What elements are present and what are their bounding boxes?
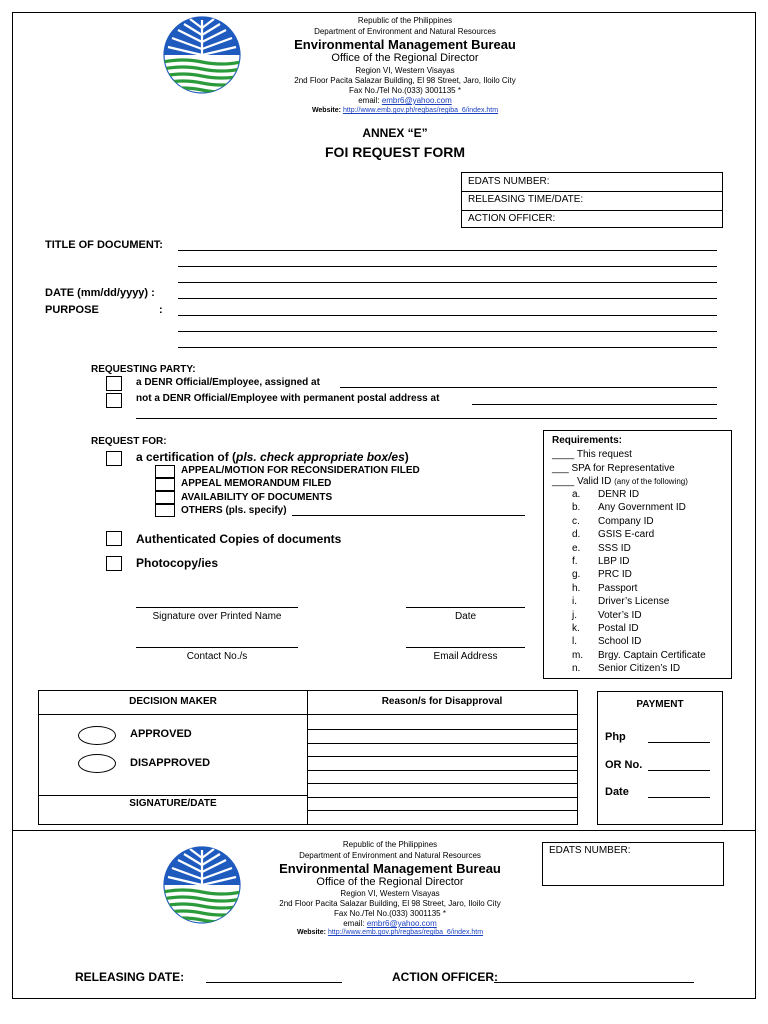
appeal-motion-checkbox[interactable] (155, 465, 175, 478)
contact-input-line[interactable] (136, 647, 298, 648)
valid-id-name: Company ID (598, 515, 654, 527)
authenticated-checkbox[interactable] (106, 531, 122, 546)
denr-employee-label: a DENR Official/Employee, assigned at (136, 377, 320, 388)
certification-label-pre: a certification of ( (136, 450, 237, 464)
valid-id-letter: f. (572, 556, 578, 567)
purpose-label: PURPOSE (45, 304, 99, 316)
annex-label: ANNEX “E” (362, 126, 428, 140)
purpose-colon: : (159, 304, 163, 316)
valid-id-name: SSS ID (598, 542, 631, 554)
valid-id-item (572, 636, 641, 647)
valid-id-item (572, 502, 686, 513)
valid-id-name: Passport (598, 582, 638, 594)
slip-header-department: Department of Environment and Natural Resources (299, 851, 481, 860)
req-this-request-text: This request (576, 449, 632, 460)
header-region: Region VI, Western Visayas (355, 66, 455, 75)
requirements-box (543, 430, 732, 679)
valid-id-letter: c. (572, 515, 580, 527)
slip-action-officer-label: ACTION OFFICER: (392, 970, 498, 984)
valid-id-item (572, 663, 680, 674)
header-office: Office of the Regional Director (331, 52, 479, 64)
slip-website-label: Website: (296, 929, 326, 936)
releasing-date-label: RELEASING DATE: (75, 970, 185, 984)
or-number-label: OR No. (605, 759, 643, 771)
slip-email-label: email: (343, 919, 365, 928)
requirements-heading: Requirements: (552, 435, 623, 446)
valid-id-letter: m. (572, 649, 584, 661)
slip-action-officer-input-line[interactable] (494, 982, 694, 983)
tracking-table (461, 172, 723, 228)
action-officer-label: ACTION OFFICER: (468, 213, 556, 224)
non-denr-checkbox[interactable] (106, 393, 122, 408)
req-this-request-blank: ____ (552, 449, 575, 460)
appeal-memorandum-checkbox[interactable] (155, 478, 175, 491)
photocopy-checkbox[interactable] (106, 556, 122, 571)
availability-label: AVAILABILITY OF DOCUMENTS (181, 492, 333, 503)
payment-box (597, 691, 723, 825)
header-address: 2nd Floor Pacita Salazar Building, El 98 Street, Jaro, Iloilo City (294, 76, 516, 85)
decision-maker-heading: DECISION MAKER (129, 696, 217, 707)
signature-label: Signature over Printed Name (152, 611, 282, 622)
title-input-line-2[interactable] (178, 266, 717, 267)
title-input-line-1[interactable] (178, 250, 717, 251)
header-bureau: Environmental Management Bureau (294, 37, 516, 52)
req-this-request (552, 449, 632, 460)
email-link[interactable]: embr6@yahoo.com (381, 96, 452, 105)
valid-id-item (572, 650, 706, 661)
valid-id-item (572, 556, 630, 567)
valid-id-item (572, 516, 654, 527)
valid-id-letter: g. (572, 569, 581, 581)
slip-divider (12, 830, 756, 831)
releasing-date-input-line[interactable] (206, 982, 342, 983)
others-checkbox[interactable] (155, 504, 175, 517)
title-label: TITLE OF DOCUMENT: (45, 239, 163, 251)
assigned-at-input-line[interactable] (340, 387, 717, 388)
email-address-label: Email Address (433, 651, 498, 662)
signature-date-label: SIGNATURE/DATE (129, 798, 217, 809)
photocopy-label: Photocopy/ies (136, 556, 219, 570)
php-label: Php (605, 731, 626, 743)
header-republic: Republic of the Philippines (357, 16, 453, 25)
valid-id-name: DENR ID (598, 489, 640, 500)
releasing-time-label: RELEASING TIME/DATE: (468, 194, 584, 205)
appeal-motion-label: APPEAL/MOTION FOR RECONSIDERATION FILED (181, 465, 420, 476)
authenticated-label: Authenticated Copies of documents (136, 532, 342, 546)
payment-date-label: Date (605, 786, 629, 798)
valid-id-letter: b. (572, 502, 581, 514)
others-specify-input-line[interactable] (292, 515, 525, 516)
reasons-heading: Reason/s for Disapproval (381, 696, 503, 707)
valid-id-item (572, 623, 639, 634)
slip-header-address: 2nd Floor Pacita Salazar Building, El 98 Street, Jaro, Iloilo City (279, 899, 501, 908)
req-valid-id-blank: ____ (552, 476, 575, 487)
valid-id-letter: n. (572, 663, 581, 675)
emb-logo (163, 16, 241, 94)
valid-id-item (572, 610, 642, 621)
slip-header-bureau: Environmental Management Bureau (279, 861, 501, 876)
slip-header-website-line (275, 929, 505, 936)
valid-id-name: GSIS E-card (598, 529, 655, 541)
valid-id-letter: a. (572, 489, 581, 500)
valid-id-letter: i. (572, 596, 577, 608)
date-label: DATE (mm/dd/yyyy) : (45, 287, 155, 299)
req-valid-id-note: (any of the following) (614, 477, 688, 486)
edats-number-label: EDATS NUMBER: (468, 176, 550, 187)
decision-table (38, 690, 578, 825)
slip-header-region: Region VI, Western Visayas (340, 889, 440, 898)
slip-header-email-line (285, 919, 495, 928)
form-title: FOI REQUEST FORM (325, 144, 465, 160)
slip-header-office: Office of the Regional Director (316, 876, 464, 888)
certification-label-post: ) (404, 450, 409, 464)
requesting-party-heading: REQUESTING PARTY: (91, 364, 196, 375)
valid-id-letter: k. (572, 623, 580, 634)
title-input-line-3[interactable] (178, 282, 717, 283)
availability-checkbox[interactable] (155, 491, 175, 504)
valid-id-letter: d. (572, 529, 581, 541)
valid-id-letter: j. (572, 609, 577, 621)
valid-id-name: Postal ID (598, 623, 639, 634)
header-fax: Fax No./Tel No.(033) 3001135 * (349, 86, 461, 95)
purpose-input-line-1[interactable] (178, 315, 717, 316)
email-label: email: (358, 96, 380, 105)
valid-id-name: Any Government ID (598, 502, 686, 514)
signature-input-line[interactable] (136, 607, 298, 608)
request-for-heading: REQUEST FOR: (91, 436, 167, 447)
emb-logo-slip (163, 846, 241, 924)
valid-id-item (572, 529, 654, 540)
payment-heading: PAYMENT (636, 699, 684, 710)
approved-option[interactable] (78, 726, 116, 745)
valid-id-item (572, 569, 632, 580)
valid-id-item (572, 583, 637, 594)
purpose-input-line-3[interactable] (178, 347, 717, 348)
slip-email-link[interactable]: embr6@yahoo.com (366, 919, 437, 928)
slip-edats-label: EDATS NUMBER: (549, 845, 631, 856)
valid-id-item (572, 596, 669, 607)
header-department: Department of Environment and Natural Resources (314, 27, 496, 36)
valid-id-letter: l. (572, 636, 577, 648)
slip-header-republic: Republic of the Philippines (342, 840, 438, 849)
valid-id-name: Brgy. Captain Certificate (598, 649, 706, 661)
slip-website-link[interactable]: http://www.emb.gov.ph/regbas/regiba_6/index.htm (327, 929, 484, 936)
date-signed-input-line[interactable] (406, 607, 525, 608)
others-label: OTHERS (pls. specify) (181, 505, 287, 516)
header-website-line (290, 107, 520, 114)
slip-edats-box (542, 842, 724, 886)
req-spa: ___ SPA for Representative (552, 463, 675, 474)
valid-id-letter: e. (572, 542, 581, 554)
email-input-line[interactable] (406, 647, 525, 648)
denr-employee-checkbox[interactable] (106, 376, 122, 391)
disapproved-option[interactable] (78, 754, 116, 773)
certification-label-hint: pls. check appropriate box/es (236, 450, 405, 464)
date-input-line[interactable] (178, 298, 717, 299)
valid-id-letter: h. (572, 582, 581, 594)
valid-id-name: LBP ID (598, 556, 630, 567)
certification-checkbox[interactable] (106, 451, 122, 466)
purpose-input-line-2[interactable] (178, 331, 717, 332)
payment-date-input-line[interactable] (648, 797, 710, 798)
date-signed-label: Date (454, 611, 477, 622)
slip-header-fax: Fax No./Tel No.(033) 3001135 * (334, 909, 446, 918)
valid-id-name: Driver’s License (598, 596, 670, 608)
valid-id-name: School ID (598, 636, 642, 648)
website-link[interactable]: http://www.emb.gov.ph/regbas/regiba_6/index.htm (342, 107, 499, 114)
header-email-line (300, 96, 510, 105)
website-label: Website: (311, 107, 341, 114)
certification-label (136, 450, 409, 464)
appeal-memorandum-label: APPEAL MEMORANDUM FILED (181, 478, 332, 489)
approved-label: APPROVED (130, 728, 192, 740)
non-denr-label: not a DENR Official/Employee with permanent postal address at (136, 393, 440, 404)
valid-id-item (572, 489, 639, 500)
valid-id-name: Senior Citizen’s ID (598, 663, 681, 675)
postal-address-input-line-1[interactable] (472, 404, 717, 405)
req-valid-id-text: Valid ID (577, 476, 612, 487)
valid-id-item (572, 543, 631, 554)
valid-id-name: Voter’s ID (598, 609, 642, 621)
php-input-line[interactable] (648, 742, 710, 743)
contact-label: Contact No./s (186, 651, 248, 662)
valid-id-name: PRC ID (598, 569, 632, 581)
postal-address-input-line-2[interactable] (136, 418, 717, 419)
req-valid-id (552, 476, 688, 487)
disapproved-label: DISAPPROVED (130, 757, 211, 769)
or-number-input-line[interactable] (648, 770, 710, 771)
